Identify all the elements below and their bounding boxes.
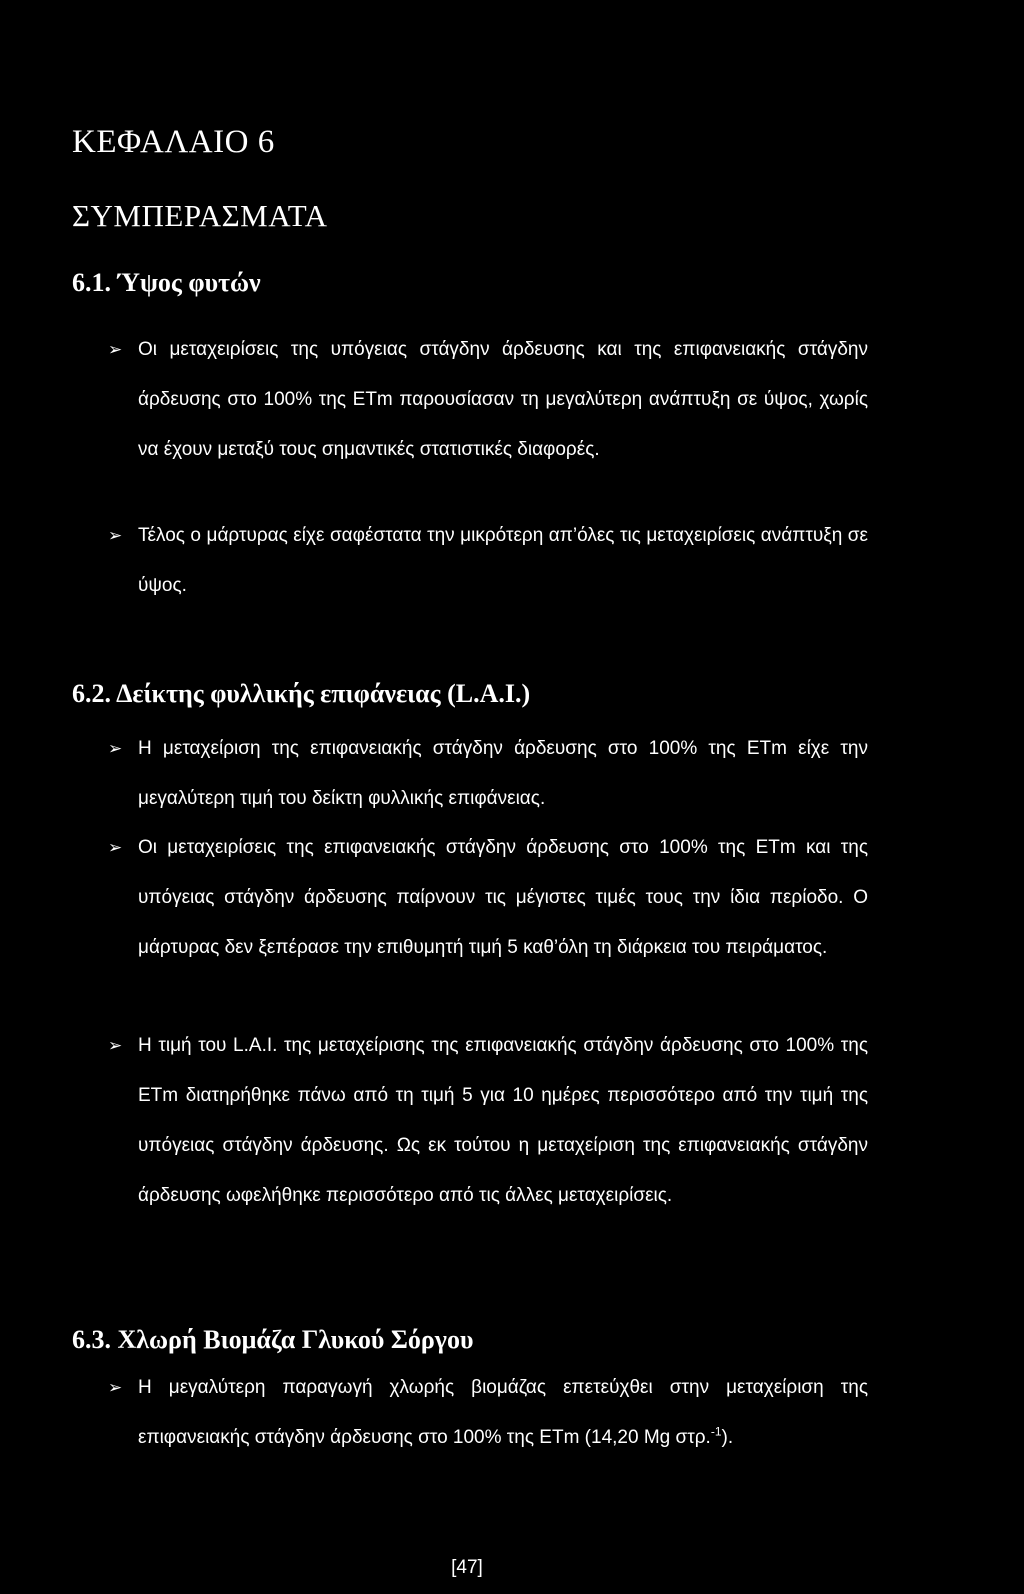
bullet-arrow-icon: ➢ [108, 838, 123, 857]
bullet-text-tail: ). [721, 1427, 734, 1448]
chapter-title: ΚΕΦΑΛΑΙΟ 6 [72, 124, 275, 160]
bullet-item [108, 823, 868, 973]
bullet-text: Η τιμή του L.A.I. της μεταχείρισης της επιφανειακής στάγδην άρδευσης στο 100% της ETm διατηρήθηκε πάνω από τη τιμή 5 για 10 ημέρες περισσότερο από την τιμή της υπόγειας στάγδην άρδευσης. Ως εκ τούτου η μεταχείριση της επιφανειακής στάγδην άρδευσης ωφελήθηκε περισσότερο από τις άλλες μεταχειρίσεις. [138, 1035, 868, 1206]
bullet-item [108, 325, 868, 475]
bullet-arrow-icon: ➢ [108, 739, 123, 758]
bullet-arrow-icon: ➢ [108, 1036, 123, 1055]
bullet-text-main: Η μεγαλύτερη παραγωγή χλωρής βιομάζας επετεύχθει στην μεταχείριση της επιφανειακής στάγδην άρδευσης στο 100% της ETm (14,20 Mg στρ. [138, 1377, 868, 1448]
chapter-subtitle: ΣΥΜΠΕΡΑΣΜΑΤΑ [72, 198, 328, 233]
bullet-item [108, 1363, 868, 1463]
bullet-text: Τέλος ο μάρτυρας είχε σαφέστατα την μικρότερη απ’όλες τις μεταχειρίσεις ανάπτυξη σε ύψος. [138, 525, 868, 596]
section-heading-6-2: 6.2. Δείκτης φυλλικής επιφάνειας (L.A.I.) [72, 679, 531, 708]
bullet-arrow-icon: ➢ [108, 526, 123, 545]
bullet-item [108, 1021, 868, 1221]
section-heading-6-1: 6.1. Ύψος φυτών [72, 268, 261, 297]
bullet-text: Η μεταχείριση της επιφανειακής στάγδην άρδευσης στο 100% της ETm είχε την μεγαλύτερη τιμή του δείκτη φυλλικής επιφάνειας. [138, 738, 868, 809]
bullet-arrow-icon: ➢ [108, 1378, 123, 1397]
bullet-text: Οι μεταχειρίσεις της υπόγειας στάγδην άρδευσης και της επιφανειακής στάγδην άρδευσης στο 100% της ETm παρουσίασαν τη μεγαλύτερη ανάπτυξη σε ύψος, χωρίς να έχουν μεταξύ τους σημαντικές στατιστικές διαφορές. [138, 339, 868, 460]
bullet-arrow-icon: ➢ [108, 340, 123, 359]
unit-superscript: -1 [710, 1424, 722, 1439]
page-number: [47] [451, 1557, 483, 1578]
bullet-item [108, 511, 868, 611]
bullet-text [108, 1363, 868, 1463]
bullet-item [108, 724, 868, 824]
bullet-text: Οι μεταχειρίσεις της επιφανειακής στάγδην άρδευσης στο 100% της ETm και της υπόγειας στάγδην άρδευσης παίρνουν τις μέγιστες τιμές τους την ίδια περίοδο. Ο μάρτυρας δεν ξεπέρασε την επιθυμητή τιμή 5 καθ’όλη τη διάρκεια του πειράματος. [138, 837, 868, 958]
section-heading-6-3: 6.3. Χλωρή Βιομάζα Γλυκού Σόργου [72, 1325, 474, 1354]
